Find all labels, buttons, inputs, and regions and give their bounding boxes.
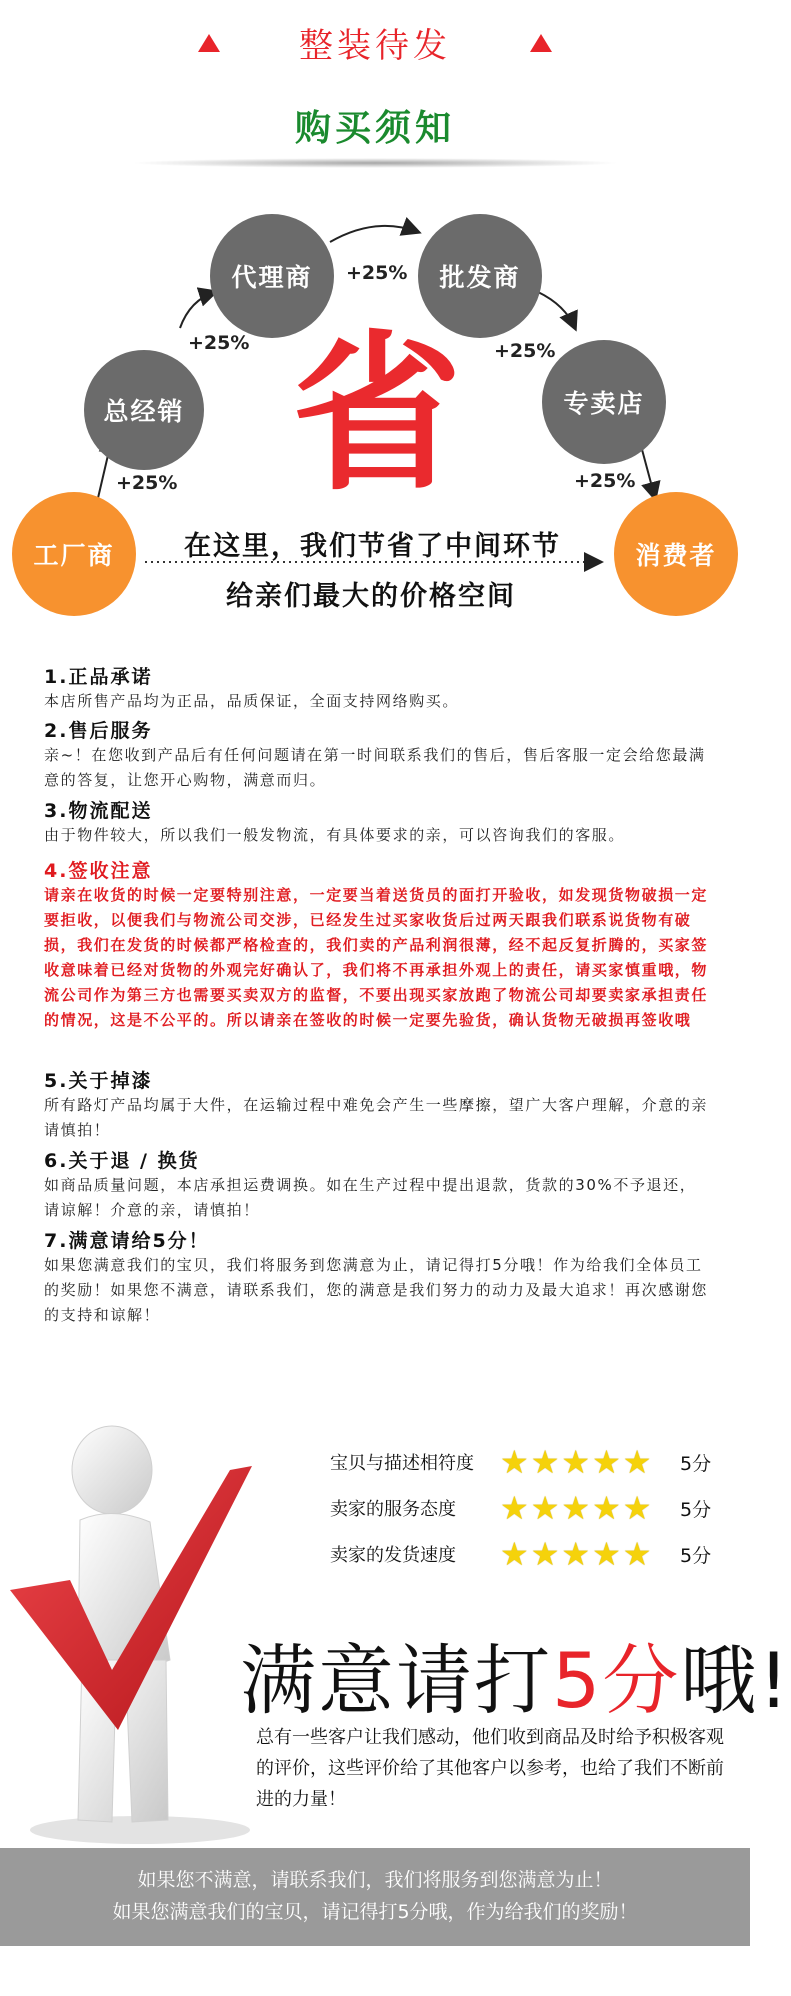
slogan-line-1: 在这里，我们节省了中间环节: [184, 531, 561, 562]
satisfy-prefix: 满意请打: [240, 1636, 552, 1725]
rating-score: 5分: [680, 1544, 712, 1567]
bottom-line-2: 如果您满意我们的宝贝，请记得打5分哦，作为给我们的奖励！: [112, 1901, 638, 1923]
star-icon: ★: [500, 1535, 529, 1573]
section-body: 亲~！在您收到产品后有任何问题请在第一时间联系我们的售后，售后客服一定会给您最满意的答复，让您开心购物，满意而归。: [44, 746, 706, 789]
section-title: 6.关于退 / 换货: [44, 1150, 200, 1172]
section-genuine: [44, 662, 712, 714]
arrow-general-agent: [180, 292, 215, 328]
node-store: 专卖店: [542, 340, 666, 464]
figure-head: [72, 1426, 152, 1514]
star-icon: ★: [561, 1489, 591, 1527]
arrow-agent-wholesale: [330, 226, 418, 242]
section-paint: [44, 1066, 712, 1143]
star-icon: ★: [561, 1443, 591, 1481]
bottom-line-1: 如果您不满意，请联系我们，我们将服务到您满意为止！: [137, 1869, 613, 1891]
rating-row-service: [330, 1488, 730, 1528]
satisfy-headline: [240, 1620, 791, 1729]
triangle-right-icon: [530, 34, 552, 52]
section-title: 2.售后服务: [44, 720, 153, 742]
star-icon: ★: [592, 1443, 621, 1481]
star-rating: [500, 1535, 670, 1573]
section-title: 1.正品承诺: [44, 666, 153, 688]
node-consumer: 消费者: [614, 492, 738, 616]
header-title: 整装待发: [299, 26, 451, 66]
star-icon: ★: [622, 1535, 652, 1573]
star-icon: ★: [622, 1443, 652, 1481]
markup-label-1: +25%: [116, 472, 178, 494]
node-agent: 代理商: [210, 214, 334, 338]
section-title: 7.满意请给5分！: [44, 1230, 210, 1252]
node-factory: 工厂商: [12, 492, 136, 616]
title-divider: [130, 158, 620, 168]
rating-row-shipping: [330, 1534, 730, 1574]
section-five-stars: [44, 1226, 712, 1328]
section-return: [44, 1146, 712, 1223]
star-rating: [500, 1489, 670, 1527]
star-icon: ★: [530, 1489, 560, 1527]
section-body: 由于物件较大，所以我们一般发物流，有具体要求的亲，可以咨询我们的客服。: [44, 826, 626, 844]
slogan-line-2: 给亲们最大的价格空间: [226, 581, 516, 612]
bottom-banner: [0, 1848, 750, 1946]
star-icon: ★: [500, 1489, 529, 1527]
satisfy-suffix: 哦!: [680, 1636, 791, 1725]
rating-score: 5分: [680, 1498, 712, 1521]
star-icon: ★: [500, 1443, 529, 1481]
rating-label: 宝贝与描述相符度: [330, 1453, 474, 1474]
rating-score: 5分: [680, 1452, 712, 1475]
markup-label-4: +25%: [494, 340, 556, 362]
star-icon: ★: [622, 1489, 652, 1527]
section-title: 5.关于掉漆: [44, 1070, 153, 1092]
section-title: 3.物流配送: [44, 800, 153, 822]
star-icon: ★: [592, 1489, 621, 1527]
node-wholesale: 批发商: [418, 214, 542, 338]
markup-label-5: +25%: [574, 470, 636, 492]
rating-label: 卖家的发货速度: [330, 1545, 456, 1566]
save-character: 省: [292, 316, 463, 514]
section-logistics: [44, 796, 712, 848]
section-title: 4.签收注意: [44, 860, 153, 882]
section-body: 所有路灯产品均属于大件，在运输过程中难免会产生一些摩擦，望广大客户理解，介意的亲请慎拍！: [44, 1096, 709, 1139]
section-body: 如果您满意我们的宝贝，我们将服务到您满意为止，请记得打5分哦！作为给我们全体员工的奖励！如果您不满意，请联系我们，您的满意是我们努力的动力及最大追求！再次感谢您的支持和谅解！: [44, 1256, 709, 1324]
star-icon: ★: [561, 1535, 591, 1573]
section-body: 请亲在收货的时候一定要特别注意，一定要当着送货员的面打开验收，如发现货物破损一定要拒收，以便我们与物流公司交涉，已经发生过买家收货后过两天跟我们联系说货物有破损，我们在发货的时候都严格检查的，我们卖的产品利润很薄，经不起反复折腾的，买家签收意味着已经对货物的外观完好确认了，我们将不再承担外观上的责任，请买家慎重哦，物流公司作为第三方也需要买卖双方的监督，不要出现买家放跑了物流公司却要卖家承担责任的情况，这是不公平的。所以请亲在签收的时候一定要先验货，确认货物无破损再签收哦: [44, 886, 709, 1029]
rating-row-description: [330, 1442, 730, 1482]
rating-label: 卖家的服务态度: [330, 1499, 456, 1520]
star-icon: ★: [592, 1535, 621, 1573]
satisfy-description: 总有一些客户让我们感动，他们收到商品及时给予积极客观的评价，这些评价给了其他客户以参考，也给了我们不断前进的力量！: [256, 1727, 724, 1810]
satisfy-highlight: 5分: [552, 1636, 681, 1725]
arrow-wholesale-store: [538, 292, 575, 328]
purchase-notice-title: 购买须知: [294, 108, 455, 149]
node-general-distributor: 总经销: [84, 350, 204, 470]
section-after-sales: [44, 716, 712, 793]
section-signing: [44, 856, 712, 1033]
markup-label-3: +25%: [346, 262, 408, 284]
star-rating: [500, 1443, 670, 1481]
star-icon: ★: [530, 1443, 560, 1481]
star-icon: ★: [530, 1535, 560, 1573]
section-body: 本店所售产品均为正品，品质保证，全面支持网络购买。: [44, 692, 460, 710]
markup-label-2: +25%: [188, 332, 250, 354]
section-body: 如商品质量问题，本店承担运费调换。如在生产过程中提出退款，货款的30%不予退还，请谅解！介意的亲，请慎拍！: [44, 1176, 697, 1219]
